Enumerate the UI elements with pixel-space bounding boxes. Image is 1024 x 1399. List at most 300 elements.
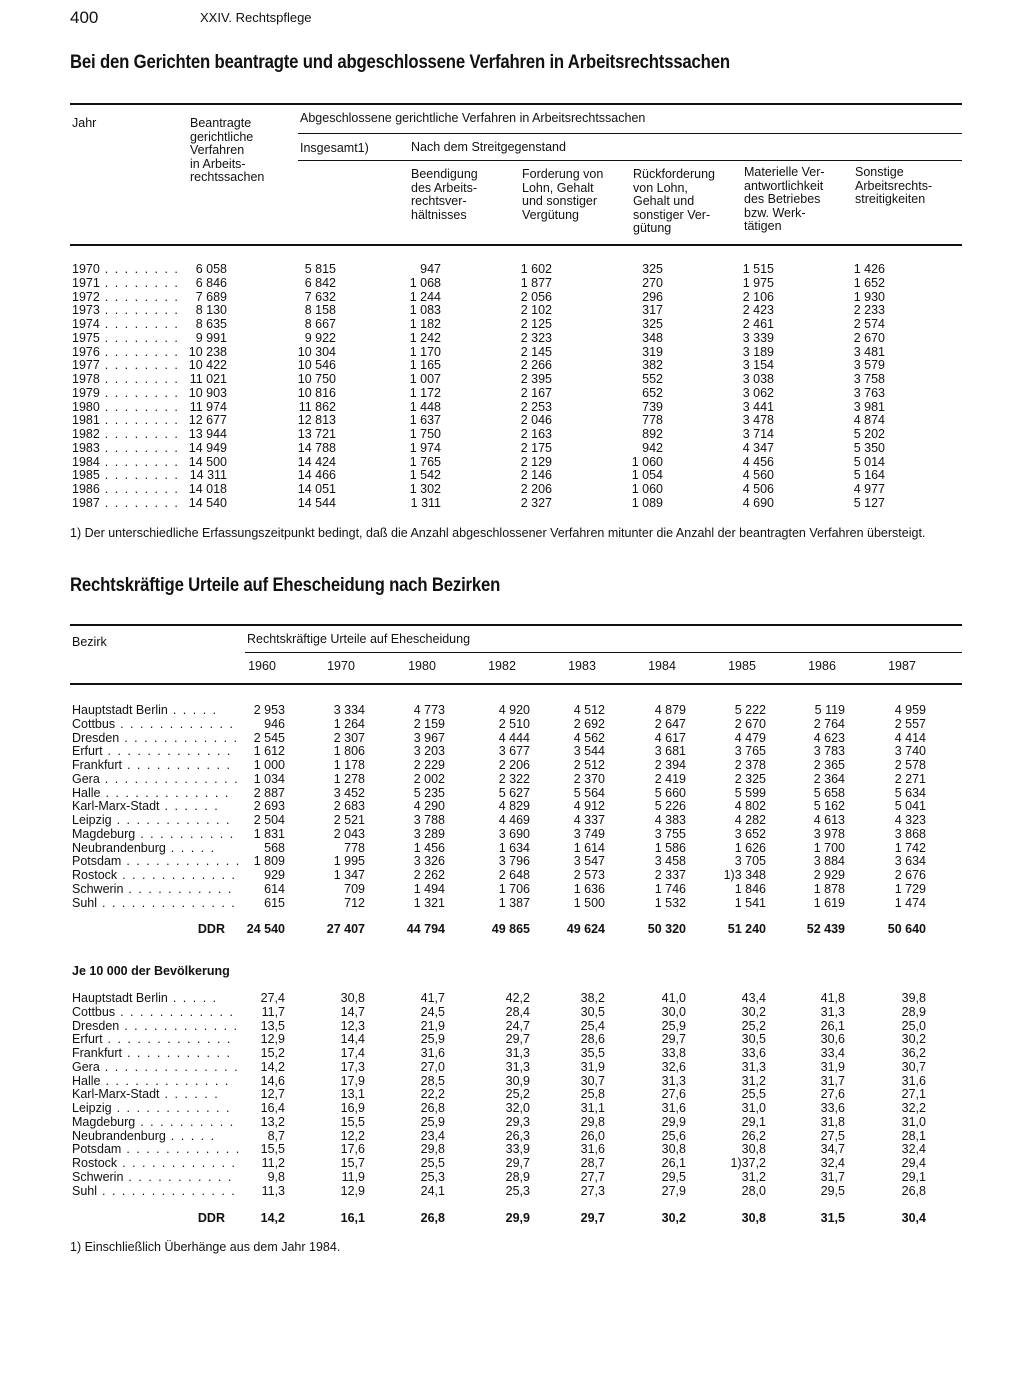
t2-value-cell: 11,7 — [261, 1004, 285, 1019]
t2-bezirk-label: Suhl . . . . . . . . . . . . . . — [72, 895, 237, 910]
t2-value-cell: 4 802 — [734, 799, 766, 814]
table1-title: Bei den Gerichten beantragte und abgeschlossene Verfahren in Arbeitsrechtssachen — [70, 52, 730, 73]
t2-value-cell: 2 512 — [573, 758, 605, 772]
t2-value-cell: 1 000 — [253, 758, 285, 772]
table2-title: Rechtskräftige Urteile auf Ehescheidung nach Bezirken — [70, 575, 501, 596]
t2-value-cell: 31,3 — [661, 1073, 686, 1088]
t1-value-cell: 382 — [642, 358, 663, 373]
t2-value-cell: 2 647 — [654, 716, 686, 731]
leader-dots: . . . . . . . . — [99, 372, 180, 386]
t2-value-cell: 4 414 — [894, 730, 926, 745]
t1-value-cell: 3 481 — [853, 344, 885, 359]
t2-total-value: 30,8 — [741, 1211, 766, 1225]
t2-value-cell: 26,3 — [505, 1128, 530, 1143]
t2-total-value: 50 640 — [887, 922, 926, 936]
t1-value-cell: 10 546 — [297, 358, 336, 373]
t2-bezirk-label: Leipzig . . . . . . . . . . . . — [72, 1101, 231, 1115]
t2-value-cell: 30,9 — [505, 1073, 530, 1088]
t2-year-header: 1983 — [568, 659, 596, 673]
t1-value-cell: 2 670 — [853, 330, 885, 345]
t1-value-cell: 1 083 — [409, 303, 441, 318]
t2-value-cell: 29,8 — [580, 1114, 605, 1129]
t2-value-cell: 3 868 — [894, 826, 926, 841]
t2-value-cell: 4 512 — [573, 703, 605, 717]
leader-dots: . . . . . . . . . . . . . — [102, 1032, 232, 1047]
t2-value-cell: 13,2 — [260, 1114, 285, 1129]
t2-value-cell: 1 831 — [253, 826, 285, 841]
t2-value-cell: 12,9 — [340, 1183, 365, 1198]
t1-header-beendigung: Beendigung des Arbeits- rechtsver- hältnisses — [411, 167, 478, 222]
t2-value-cell: 1 178 — [333, 758, 365, 772]
t1-value-cell: 10 238 — [188, 344, 227, 359]
t2-value-cell: 1 387 — [498, 895, 530, 910]
t1-value-cell: 3 478 — [742, 413, 774, 428]
t2-value-cell: 41,7 — [420, 991, 445, 1005]
t1-value-cell: 12 813 — [297, 413, 336, 428]
t2-value-cell: 22,2 — [420, 1087, 445, 1102]
t1-value-cell: 8 635 — [195, 317, 227, 331]
t2-value-cell: 4 613 — [813, 813, 845, 827]
t1-value-cell: 3 154 — [742, 358, 774, 373]
t2-total-value: 51 240 — [727, 922, 766, 936]
t1-value-cell: 9 922 — [304, 330, 336, 345]
t1-value-cell: 10 903 — [188, 385, 227, 400]
t2-bezirk-label: Schwerin . . . . . . . . . . . — [72, 881, 233, 896]
t1-value-cell: 11 862 — [298, 399, 336, 414]
t2-value-cell: 2 648 — [498, 868, 530, 882]
t2-value-cell: 27,5 — [820, 1128, 845, 1143]
t2-value-cell: 2 262 — [413, 868, 445, 882]
t2-bezirk-label: Erfurt . . . . . . . . . . . . . — [72, 1032, 232, 1047]
t1-header-materielle: Materielle Ver- antwortlichkeit des Betriebes bzw. Werk- tätigen — [744, 165, 825, 233]
t2-value-cell: 16,9 — [340, 1101, 365, 1115]
t1-value-cell: 1 652 — [853, 275, 885, 290]
t2-bezirk-label: Potsdam . . . . . . . . . . . . — [72, 854, 241, 869]
t2-value-cell: 1 614 — [573, 840, 605, 855]
t2-value-cell: 33,4 — [820, 1046, 845, 1060]
t2-value-cell: 3 749 — [573, 826, 605, 841]
t1-value-cell: 10 750 — [297, 372, 336, 386]
t2-value-cell: 14,6 — [260, 1073, 285, 1088]
t2-value-cell: 30,6 — [820, 1032, 845, 1047]
t2-value-cell: 32,2 — [901, 1101, 926, 1115]
t1-year-label: 1985 . . . . . . . . — [72, 468, 180, 483]
t1-value-cell: 2 233 — [853, 303, 885, 318]
t2-bezirk-label: Gera . . . . . . . . . . . . . . — [72, 771, 240, 786]
t2-bezirk-label: Gera . . . . . . . . . . . . . . — [72, 1059, 240, 1074]
t2-value-cell: 16,4 — [260, 1101, 285, 1115]
t2-value-cell: 31,3 — [741, 1059, 766, 1074]
leader-dots: . . . . . . . . — [99, 399, 180, 414]
t2-value-cell: 31,7 — [820, 1073, 845, 1088]
t2-value-cell: 1 474 — [894, 895, 926, 910]
t2-value-cell: 2 370 — [573, 771, 605, 786]
t2-value-cell: 2 394 — [654, 758, 686, 772]
t1-year-label: 1982 . . . . . . . . — [72, 427, 180, 441]
t2-value-cell: 1 806 — [333, 744, 365, 759]
t2-value-cell: 17,4 — [340, 1046, 365, 1060]
t1-value-cell: 1 542 — [409, 468, 441, 483]
t1-value-cell: 13 944 — [188, 427, 227, 441]
t1-header-insgesamt: Insgesamt1) — [300, 141, 369, 155]
t1-header-jahr: Jahr — [72, 116, 97, 130]
t1-value-cell: 4 690 — [742, 495, 774, 510]
t2-value-cell: 3 740 — [894, 744, 926, 759]
leader-dots: . . . . . . . . — [99, 427, 180, 441]
t2-total-value: 30,2 — [661, 1211, 686, 1225]
t2-value-cell: 3 796 — [498, 854, 530, 869]
t1-value-cell: 10 422 — [188, 358, 227, 373]
t2-value-cell: 4 282 — [734, 813, 766, 827]
t1-value-cell: 739 — [642, 399, 663, 414]
t2-value-cell: 712 — [344, 895, 365, 910]
t2-value-cell: 4 879 — [654, 703, 686, 717]
t2-value-cell: 12,2 — [340, 1128, 365, 1143]
t2-value-cell: 2 578 — [894, 758, 926, 772]
t2-value-cell: 5 226 — [654, 799, 686, 814]
t2-value-cell: 8,7 — [267, 1128, 285, 1143]
t2-value-cell: 34,7 — [820, 1142, 845, 1157]
t2-value-cell: 28,7 — [580, 1156, 605, 1170]
t1-year-label: 1970 . . . . . . . . — [72, 262, 180, 276]
t2-value-cell: 29,8 — [420, 1142, 445, 1157]
t2-year-header: 1984 — [648, 659, 676, 673]
t2-value-cell: 30,8 — [340, 991, 365, 1005]
t1-header-nach: Nach dem Streitgegenstand — [411, 140, 566, 154]
t2-value-cell: 23,4 — [420, 1128, 445, 1143]
t1-value-cell: 1 244 — [409, 289, 441, 304]
leader-dots: . . . . . — [165, 840, 216, 855]
t2-bezirk-label: Frankfurt . . . . . . . . . . . — [72, 758, 232, 772]
t2-year-header: 1987 — [888, 659, 916, 673]
t1-value-cell: 11 021 — [189, 372, 227, 386]
t2-value-cell: 2 322 — [498, 771, 530, 786]
t2-value-cell: 2 337 — [654, 868, 686, 882]
t1-value-cell: 319 — [642, 344, 663, 359]
t2-bezirk-label: Rostock . . . . . . . . . . . . — [72, 1156, 237, 1170]
t2-value-cell: 24,7 — [505, 1018, 530, 1033]
t2-total-value: 27 407 — [326, 922, 365, 936]
t2-value-cell: 3 783 — [813, 744, 845, 759]
t1-value-cell: 14 949 — [188, 440, 227, 455]
t1-header-rule-1 — [298, 133, 962, 134]
t1-value-cell: 8 158 — [304, 303, 336, 318]
t2-value-cell: 615 — [264, 895, 285, 910]
t2-value-cell: 25,5 — [420, 1156, 445, 1170]
t2-bezirk-label: Leipzig . . . . . . . . . . . . — [72, 813, 231, 827]
t2-value-cell: 2 545 — [253, 730, 285, 745]
t1-value-cell: 5 127 — [853, 495, 885, 510]
t1-value-cell: 3 189 — [742, 344, 774, 359]
t1-value-cell: 1 007 — [409, 372, 441, 386]
t2-value-cell: 1 742 — [894, 840, 926, 855]
t2-year-header: 1980 — [408, 659, 436, 673]
t1-value-cell: 892 — [642, 427, 663, 441]
t2-value-cell: 2 692 — [573, 716, 605, 731]
t2-bezirk-label: Halle . . . . . . . . . . . . . — [72, 785, 230, 800]
t2-value-cell: 4 562 — [573, 730, 605, 745]
table1-footnote: 1) Der unterschiedliche Erfassungszeitpunkt bedingt, daß die Anzahl abgeschlossener Verfahren mitunter die Anzahl der beantragten Verfahren übersteigt. — [70, 526, 926, 540]
t2-value-cell: 5 634 — [894, 785, 926, 800]
t2-value-cell: 27,9 — [661, 1183, 686, 1198]
t2-bezirk-label: Schwerin . . . . . . . . . . . — [72, 1169, 233, 1184]
t2-year-header: 1960 — [248, 659, 276, 673]
t2-value-cell: 2 929 — [813, 868, 845, 882]
leader-dots: . . . . . — [167, 991, 218, 1005]
t1-year-label: 1986 . . . . . . . . — [72, 482, 180, 496]
t1-value-cell: 2 323 — [520, 330, 552, 345]
t1-value-cell: 652 — [642, 385, 663, 400]
t2-value-cell: 3 690 — [498, 826, 530, 841]
t2-value-cell: 1 494 — [413, 881, 445, 896]
t2-value-cell: 1 034 — [253, 771, 285, 786]
t1-value-cell: 1 172 — [409, 385, 441, 400]
t2-value-cell: 29,7 — [505, 1032, 530, 1047]
t2-value-cell: 25,9 — [661, 1018, 686, 1033]
t2-bezirk-label: Cottbus . . . . . . . . . . . . — [72, 1004, 235, 1019]
t2-value-cell: 2 206 — [498, 758, 530, 772]
t2-value-cell: 4 959 — [894, 703, 926, 717]
t1-value-cell: 4 874 — [853, 413, 885, 428]
t1-year-label: 1979 . . . . . . . . — [72, 385, 180, 400]
t2-value-cell: 946 — [264, 716, 285, 731]
t2-value-cell: 1 706 — [498, 881, 530, 896]
table2-footnote: 1) Einschließlich Überhänge aus dem Jahr 1984. — [70, 1240, 341, 1254]
t2-value-cell: 2 676 — [894, 868, 926, 882]
t2-value-cell: 25,2 — [741, 1018, 766, 1033]
leader-dots: . . . . . . . . — [99, 289, 180, 304]
leader-dots: . . . . . . . . . . . — [122, 758, 232, 772]
t2-value-cell: 29,7 — [505, 1156, 530, 1170]
t2-value-cell: 31,0 — [901, 1114, 926, 1129]
t2-value-cell: 31,3 — [505, 1046, 530, 1060]
t2-value-cell: 25,9 — [420, 1114, 445, 1129]
leader-dots: . . . . . . . . — [99, 413, 180, 428]
leader-dots: . . . . . . . . . . . . . . — [97, 895, 237, 910]
t2-value-cell: 3 452 — [333, 785, 365, 800]
t2-value-cell: 5 658 — [813, 785, 845, 800]
t2-value-cell: 25,8 — [580, 1087, 605, 1102]
t1-value-cell: 1 765 — [409, 454, 441, 469]
t2-value-cell: 1 729 — [894, 881, 926, 896]
t2-total-value: 24 540 — [246, 922, 285, 936]
t2-value-cell: 29,9 — [661, 1114, 686, 1129]
t1-value-cell: 3 714 — [742, 427, 774, 441]
t2-value-cell: 1 532 — [654, 895, 686, 910]
t2-value-cell: 28,9 — [505, 1169, 530, 1184]
t2-value-cell: 15,5 — [260, 1142, 285, 1157]
leader-dots: . . . . . . . . . . . . . . — [97, 1183, 237, 1198]
t1-value-cell: 2 253 — [520, 399, 552, 414]
t1-value-cell: 1 515 — [742, 262, 774, 276]
t2-value-cell: 3 544 — [573, 744, 605, 759]
t1-value-cell: 3 339 — [742, 330, 774, 345]
t1-value-cell: 3 758 — [853, 372, 885, 386]
t1-value-cell: 1 242 — [409, 330, 441, 345]
t2-value-cell: 2 670 — [734, 716, 766, 731]
t1-value-cell: 2 574 — [853, 317, 885, 331]
t1-value-cell: 4 347 — [742, 440, 774, 455]
t2-value-cell: 3 788 — [413, 813, 445, 827]
t2-value-cell: 41,0 — [661, 991, 686, 1005]
t1-value-cell: 1 448 — [409, 399, 441, 414]
leader-dots: . . . . . . . . . . — [135, 826, 235, 841]
t2-value-cell: 29,3 — [505, 1114, 530, 1129]
t1-value-cell: 11 974 — [189, 399, 227, 414]
leader-dots: . . . . . . . . . . . . — [111, 813, 231, 827]
t1-year-label: 1971 . . . . . . . . — [72, 275, 180, 290]
leader-dots: . . . . . . . . . . . . — [119, 1018, 239, 1033]
t2-value-cell: 3 547 — [573, 854, 605, 869]
t2-value-cell: 27,6 — [661, 1087, 686, 1102]
t2-value-cell: 31,9 — [580, 1059, 605, 1074]
t2-value-cell: 2 573 — [573, 868, 605, 882]
leader-dots: . . . . . . . . . . . — [123, 1169, 233, 1184]
t2-header-rule — [245, 652, 962, 653]
t1-value-cell: 7 689 — [195, 289, 227, 304]
t2-value-cell: 3 458 — [654, 854, 686, 869]
t1-value-cell: 552 — [642, 372, 663, 386]
t1-value-cell: 1 877 — [520, 275, 552, 290]
t2-value-cell: 2 419 — [654, 771, 686, 786]
t2-value-cell: 28,9 — [901, 1004, 926, 1019]
t2-value-cell: 3 634 — [894, 854, 926, 869]
t1-value-cell: 2 102 — [520, 303, 552, 318]
leader-dots: . . . . . . . . . . — [135, 1114, 235, 1129]
t2-value-cell: 17,9 — [340, 1073, 365, 1088]
t2-value-cell: 1 878 — [813, 881, 845, 896]
leader-dots: . . . . . . . . . . . . . — [100, 785, 230, 800]
t1-header-rueckforderung: Rückforderung von Lohn, Gehalt und sonstiger Ver- gütung — [633, 167, 715, 235]
t1-header-sonstige: Sonstige Arbeitsrechts- streitigkeiten — [855, 165, 933, 206]
t2-value-cell: 35,5 — [580, 1046, 605, 1060]
t2-value-cell: 30,8 — [741, 1142, 766, 1157]
t2-value-cell: 33,8 — [661, 1046, 686, 1060]
t2-value-cell: 1 700 — [813, 840, 845, 855]
t2-value-cell: 25,5 — [741, 1087, 766, 1102]
t2-bezirk-label: Dresden . . . . . . . . . . . . — [72, 1018, 239, 1033]
t2-value-cell: 29,4 — [901, 1156, 926, 1170]
t2-value-cell: 13,1 — [340, 1087, 365, 1102]
t1-value-cell: 14 540 — [188, 495, 227, 510]
t2-value-cell: 25,9 — [420, 1032, 445, 1047]
t2-bezirk-label: Hauptstadt Berlin . . . . . — [72, 703, 218, 717]
t2-value-cell: 28,0 — [741, 1183, 766, 1198]
t2-value-cell: 30,5 — [741, 1032, 766, 1047]
t2-value-cell: 2 271 — [894, 771, 926, 786]
t1-value-cell: 1 602 — [520, 262, 552, 276]
t2-value-cell: 3 765 — [734, 744, 766, 759]
t2-value-cell: 2 693 — [253, 799, 285, 814]
t2-value-cell: 2 307 — [333, 730, 365, 745]
t2-value-cell: 1 634 — [498, 840, 530, 855]
t2-value-cell: 41,8 — [820, 991, 845, 1005]
t2-value-cell: 4 912 — [573, 799, 605, 814]
t2-subtitle: Je 10 000 der Bevölkerung — [72, 964, 230, 978]
t2-value-cell: 26,8 — [420, 1101, 445, 1115]
t2-value-cell: 29,1 — [901, 1169, 926, 1184]
t2-value-cell: 26,1 — [820, 1018, 845, 1033]
leader-dots: . . . . . — [167, 703, 218, 717]
t1-value-cell: 1 750 — [409, 427, 441, 441]
leader-dots: . . . . . . . . — [99, 385, 180, 400]
t2-bezirk-label: Cottbus . . . . . . . . . . . . — [72, 716, 235, 731]
t1-value-cell: 4 506 — [742, 482, 774, 496]
t2-value-cell: 614 — [264, 881, 285, 896]
t2-total-value: 30,4 — [901, 1211, 926, 1225]
t2-total-value: 52 439 — [806, 922, 845, 936]
t1-value-cell: 1 068 — [409, 275, 441, 290]
t2-value-cell: 31,8 — [820, 1114, 845, 1129]
leader-dots: . . . . . . . . . . . . . — [100, 1073, 230, 1088]
t2-value-cell: 4 383 — [654, 813, 686, 827]
t2-value-cell: 2 043 — [333, 826, 365, 841]
t2-value-cell: 42,2 — [505, 991, 530, 1005]
leader-dots: . . . . . . . . — [99, 344, 180, 359]
t2-value-cell: 30,5 — [580, 1004, 605, 1019]
t2-year-header: 1985 — [728, 659, 756, 673]
t2-value-cell: 15,5 — [340, 1114, 365, 1129]
t2-value-cell: 2 325 — [734, 771, 766, 786]
t1-header-abgeschlossen: Abgeschlossene gerichtliche Verfahren in Arbeitsrechtssachen — [300, 111, 646, 125]
t2-value-cell: 5 599 — [734, 785, 766, 800]
t2-value-cell: 5 041 — [894, 799, 926, 814]
t2-value-cell: 38,2 — [580, 991, 605, 1005]
t2-value-cell: 3 978 — [813, 826, 845, 841]
t2-value-cell: 4 323 — [894, 813, 926, 827]
t2-value-cell: 12,3 — [340, 1018, 365, 1033]
t2-value-cell: 26,1 — [661, 1156, 686, 1170]
t2-value-cell: 1 746 — [654, 881, 686, 896]
t2-header-urteile: Rechtskräftige Urteile auf Ehescheidung — [247, 632, 471, 646]
t2-value-cell: 14,4 — [340, 1032, 365, 1047]
t2-bezirk-label: Magdeburg . . . . . . . . . . — [72, 1114, 235, 1129]
t1-value-cell: 14 311 — [189, 468, 227, 483]
t2-bezirk-label: Potsdam . . . . . . . . . . . . — [72, 1142, 241, 1157]
t2-value-cell: 12,9 — [260, 1032, 285, 1047]
t1-value-cell: 2 461 — [742, 317, 774, 331]
t2-value-cell: 27,0 — [420, 1059, 445, 1074]
t2-value-cell: 28,6 — [580, 1032, 605, 1047]
t2-value-cell: 1 347 — [333, 868, 365, 882]
t1-value-cell: 296 — [642, 289, 663, 304]
t2-value-cell: 4 337 — [573, 813, 605, 827]
t2-value-cell: 4 617 — [654, 730, 686, 745]
t2-value-cell: 33,6 — [820, 1101, 845, 1115]
t2-value-cell: 4 290 — [413, 799, 445, 814]
t1-value-cell: 942 — [642, 440, 663, 455]
t1-value-cell: 947 — [420, 262, 441, 276]
t1-value-cell: 2 395 — [520, 372, 552, 386]
leader-dots: . . . . . . . . — [99, 330, 180, 345]
t2-value-cell: 5 222 — [734, 703, 766, 717]
t2-value-cell: 26,0 — [580, 1128, 605, 1143]
t2-total-value: 29,9 — [505, 1211, 530, 1225]
t2-value-cell: 1 619 — [813, 895, 845, 910]
t2-value-cell: 24,5 — [420, 1004, 445, 1019]
t2-value-cell: 4 773 — [413, 703, 445, 717]
t2-value-cell: 1 264 — [333, 716, 365, 731]
t2-value-cell: 2 953 — [253, 703, 285, 717]
t1-value-cell: 2 145 — [520, 344, 552, 359]
t2-value-cell: 33,9 — [505, 1142, 530, 1157]
t2-value-cell: 2 510 — [498, 716, 530, 731]
t1-value-cell: 2 146 — [520, 468, 552, 483]
t1-value-cell: 2 046 — [520, 413, 552, 428]
t1-value-cell: 3 763 — [853, 385, 885, 400]
t2-value-cell: 25,3 — [505, 1183, 530, 1198]
leader-dots: . . . . . . . . . . . . — [119, 730, 239, 745]
